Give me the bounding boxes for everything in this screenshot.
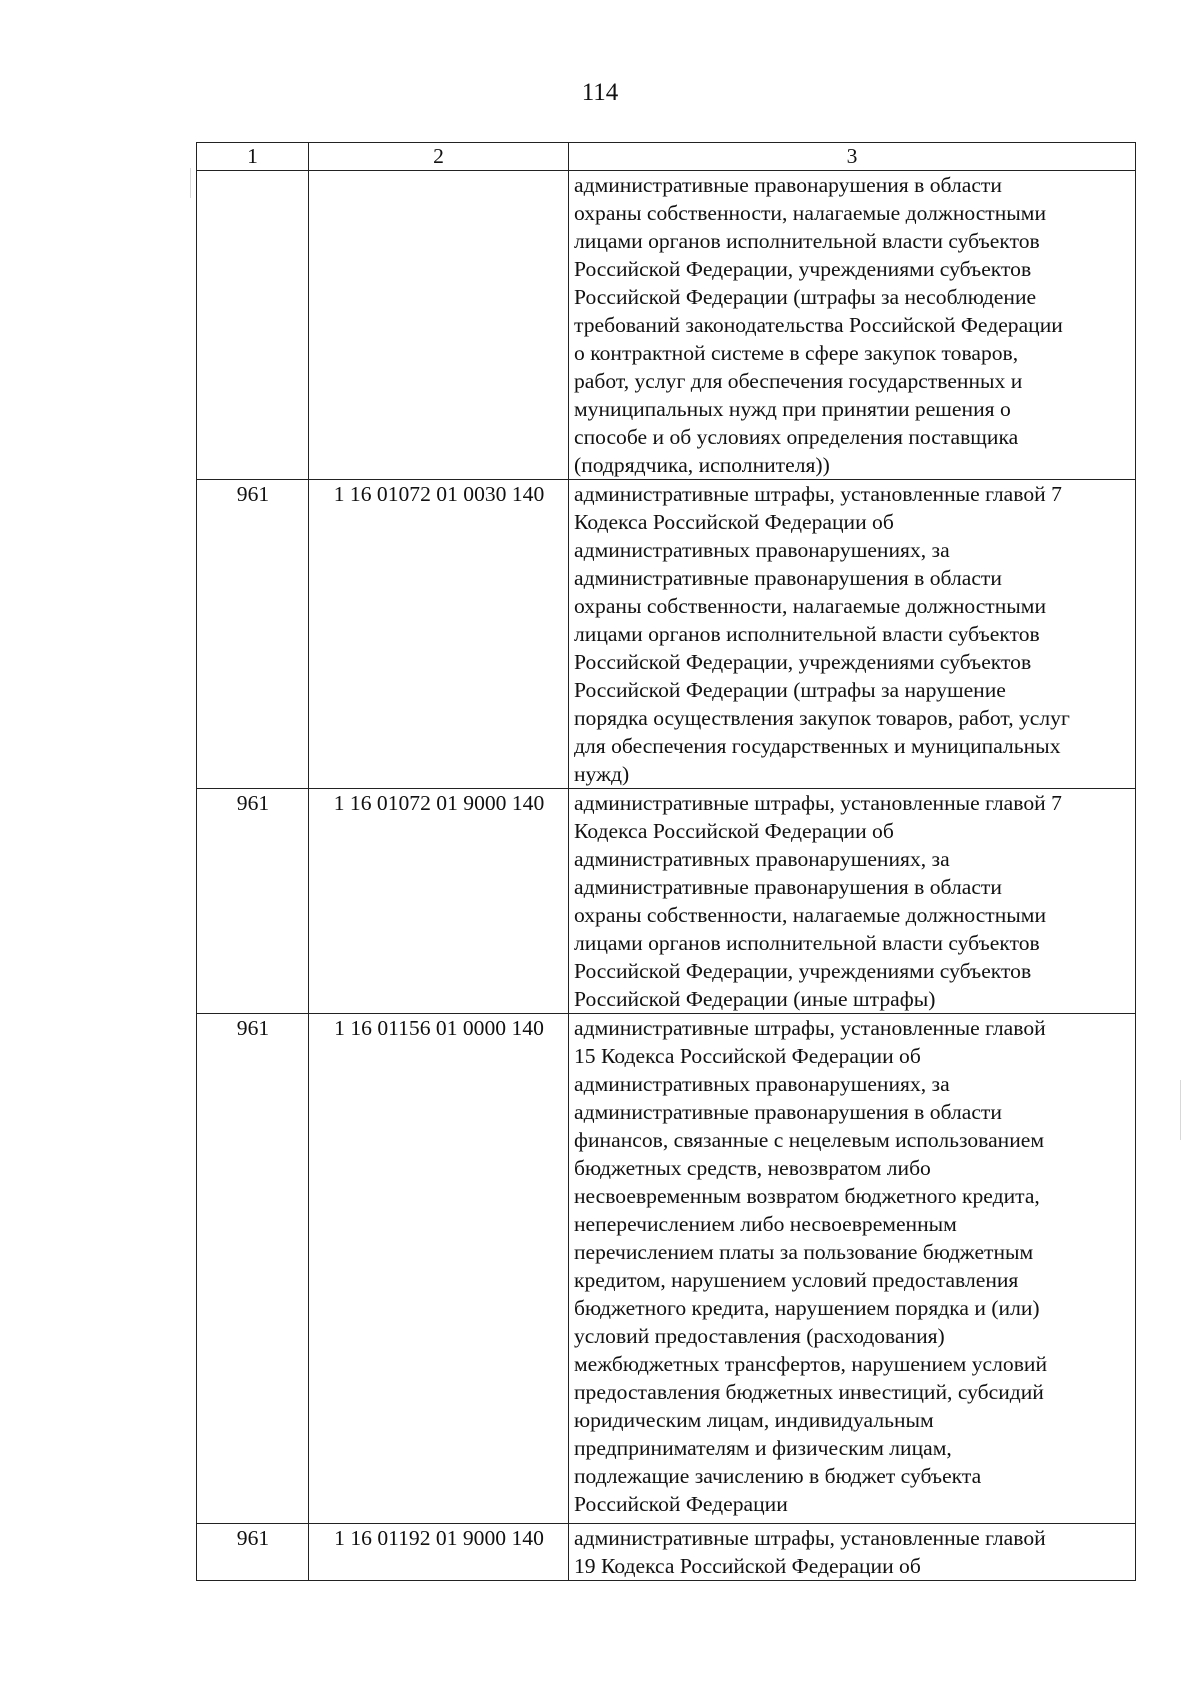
description-line: охраны собственности, налагаемые должностными (574, 594, 1047, 618)
description-line: финансов, связанные с нецелевым использованием (574, 1128, 1045, 1152)
description-line: Российской Федерации, учреждениями субъектов (574, 650, 1032, 674)
description-line: административных правонарушениях, за (574, 538, 950, 562)
description-line: несвоевременным возвратом бюджетного кредита, (574, 1184, 1040, 1208)
admin-code-cell (197, 171, 309, 480)
description-line: условий предоставления (расходования) (574, 1324, 945, 1348)
table-row (197, 1524, 1136, 1581)
budget-classification-code-cell (309, 171, 569, 480)
income-description-cell (569, 1524, 1136, 1581)
description-line: лицами органов исполнительной власти субъектов (574, 931, 1040, 955)
admin-code-cell: 961 (197, 789, 309, 1014)
income-description-cell (569, 789, 1136, 1014)
table-header-row (197, 143, 1136, 171)
budget-classification-code-cell: 1 16 01156 01 0000 140 (309, 1014, 569, 1524)
description-line: административные правонарушения в области (574, 173, 1002, 197)
admin-code-cell: 961 (197, 1524, 309, 1581)
description-line: Кодекса Российской Федерации об (574, 819, 894, 843)
description-line: административные правонарушения в области (574, 566, 1002, 590)
description-line: бюджетных средств, невозвратом либо (574, 1156, 931, 1180)
description-line: административные штрафы, установленные главой 7 (574, 791, 1062, 815)
table-row (197, 1014, 1136, 1524)
description-line: нужд) (574, 762, 630, 786)
description-line: подлежащие зачислению в бюджет субъекта (574, 1464, 982, 1488)
description-line: Российской Федерации (иные штрафы) (574, 987, 936, 1011)
budget-classification-code-cell: 1 16 01072 01 9000 140 (309, 789, 569, 1014)
description-line: административные правонарушения в области (574, 875, 1002, 899)
description-line: лицами органов исполнительной власти субъектов (574, 229, 1040, 253)
description-line: межбюджетных трансфертов, нарушением условий (574, 1352, 1048, 1376)
table-body (197, 171, 1136, 1581)
header-column-2: 2 (309, 143, 569, 171)
description-line: неперечислением либо несвоевременным (574, 1212, 957, 1236)
table-row (197, 480, 1136, 789)
header-column-3: 3 (569, 143, 1136, 171)
description-line: Российской Федерации, учреждениями субъектов (574, 257, 1032, 281)
budget-code-table (196, 142, 1136, 1581)
description-line: Кодекса Российской Федерации об (574, 510, 894, 534)
description-line: административные правонарушения в области (574, 1100, 1002, 1124)
description-line: 19 Кодекса Российской Федерации об (574, 1554, 921, 1578)
description-line: порядка осуществления закупок товаров, работ, услуг (574, 706, 1070, 730)
table-row (197, 171, 1136, 480)
description-line: предоставления бюджетных инвестиций, субсидий (574, 1380, 1044, 1404)
description-line: 15 Кодекса Российской Федерации об (574, 1044, 921, 1068)
description-line: (подрядчика, исполнителя)) (574, 453, 830, 477)
description-line: муниципальных нужд при принятии решения о (574, 397, 1011, 421)
header-column-1: 1 (197, 143, 309, 171)
description-line: Российской Федерации, учреждениями субъектов (574, 959, 1032, 983)
description-line: лицами органов исполнительной власти субъектов (574, 622, 1040, 646)
description-line: способе и об условиях определения поставщика (574, 425, 1019, 449)
admin-code-cell: 961 (197, 1014, 309, 1524)
table-row (197, 789, 1136, 1014)
description-line: перечислением платы за пользование бюджетным (574, 1240, 1034, 1264)
description-line: Российской Федерации (574, 1492, 788, 1516)
scan-edge-mark (1180, 1080, 1181, 1140)
description-line: бюджетного кредита, нарушением порядка и (или) (574, 1296, 1040, 1320)
description-line: предпринимателям и физическим лицам, (574, 1436, 952, 1460)
description-line: о контрактной системе в сфере закупок товаров, (574, 341, 1019, 365)
income-description-cell (569, 171, 1136, 480)
description-line: работ, услуг для обеспечения государственных и (574, 369, 1023, 393)
description-line: административных правонарушениях, за (574, 847, 950, 871)
description-line: кредитом, нарушением условий предоставления (574, 1268, 1019, 1292)
description-line: Российской Федерации (штрафы за нарушение (574, 678, 1006, 702)
description-line: административные штрафы, установленные главой (574, 1016, 1046, 1040)
description-line: административные штрафы, установленные главой (574, 1526, 1046, 1550)
description-line: для обеспечения государственных и муниципальных (574, 734, 1061, 758)
description-line: административных правонарушениях, за (574, 1072, 950, 1096)
description-line: Российской Федерации (штрафы за несоблюдение (574, 285, 1037, 309)
description-line: охраны собственности, налагаемые должностными (574, 201, 1047, 225)
admin-code-cell: 961 (197, 480, 309, 789)
page-number: 114 (581, 79, 619, 106)
description-line: административные штрафы, установленные главой 7 (574, 482, 1062, 506)
description-line: требований законодательства Российской Федерации (574, 313, 1063, 337)
income-description-cell (569, 1014, 1136, 1524)
description-line: юридическим лицам, индивидуальным (574, 1408, 934, 1432)
scan-edge-mark (190, 168, 191, 198)
budget-classification-code-cell: 1 16 01072 01 0030 140 (309, 480, 569, 789)
budget-classification-code-cell: 1 16 01192 01 9000 140 (309, 1524, 569, 1581)
description-line: охраны собственности, налагаемые должностными (574, 903, 1047, 927)
income-description-cell (569, 480, 1136, 789)
